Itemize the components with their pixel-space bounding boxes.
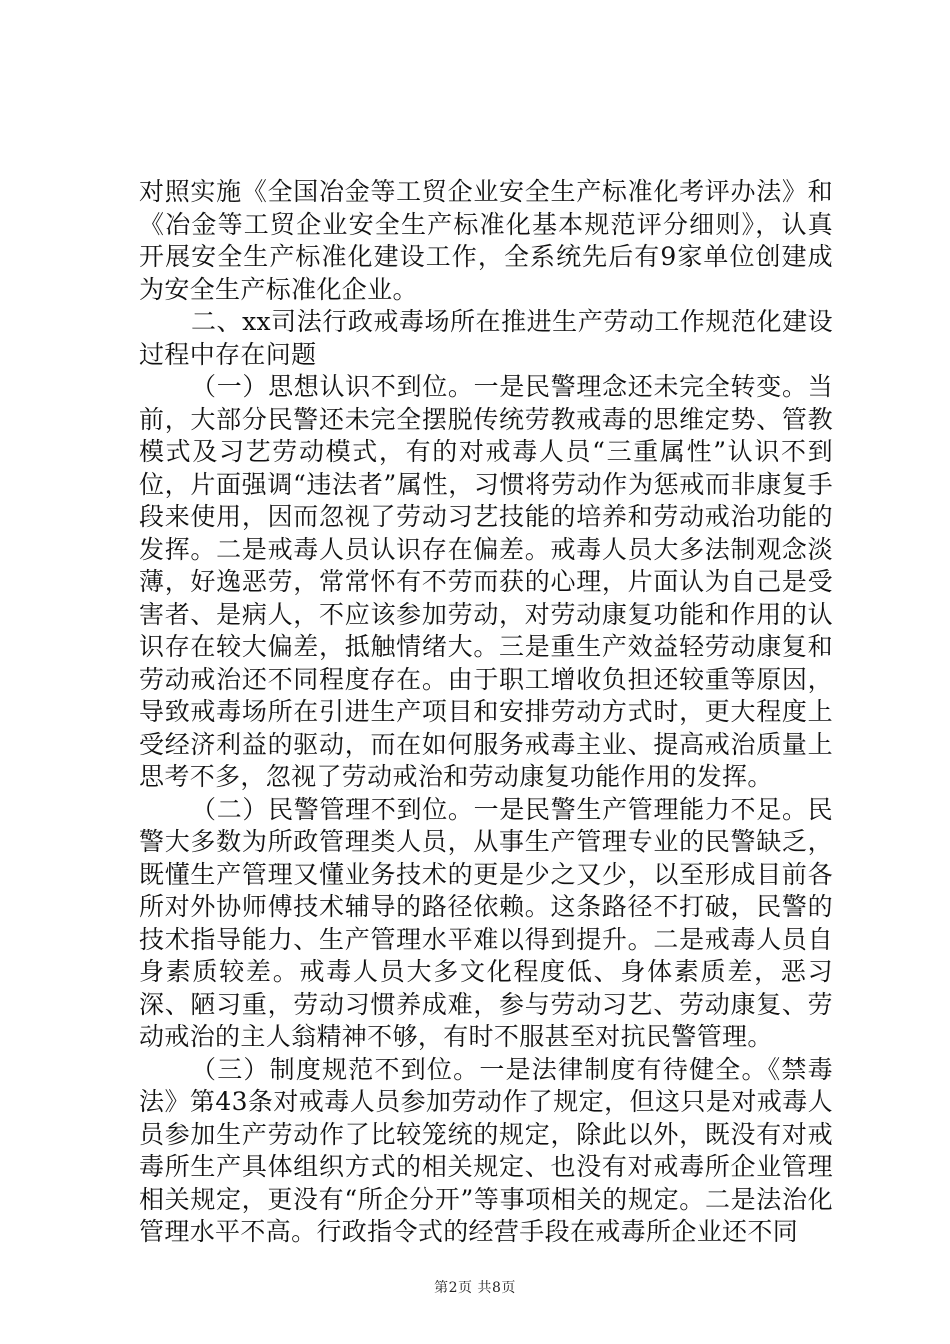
section-heading-2: 二、xx司法行政戒毒场所在推进生产劳动工作规范化建设过程中存在问题 (139, 307, 833, 369)
paragraph-system-regulation: （三）制度规范不到位。一是法律制度有待健全。《禁毒法》第43条对戒毒人员参加劳动作了规定，但这只是对戒毒人员参加生产劳动作了比较笼统的规定，除此以外，既没有对戒毒所生产具体组织方式的相关规定、也没有对戒毒所企业管理相关规定，更没有“所企分开”等事项相关的规定。二是法治化管理水平不高。行政指令式的经营手段在戒毒所企业还不同 (139, 1054, 833, 1246)
document-body (139, 176, 833, 1249)
page-footer: 第2页 共8页 (434, 1280, 516, 1296)
paragraph-police-management: （二）民警管理不到位。一是民警生产管理能力不足。民警大多数为所政管理类人员，从事生产管理专业的民警缺乏，既懂生产管理又懂业务技术的更是少之又少，以至形成目前各所对外协师傅技术辅导的路径依赖。这条路径不打破，民警的技术指导能力、生产管理水平难以得到提升。二是戒毒人员自身素质较差。戒毒人员大多文化程度低、身体素质差，恶习深、陋习重，劳动习惯养成难，参与劳动习艺、劳动康复、劳动戒治的主人翁精神不够，有时不服甚至对抗民警管理。 (139, 794, 833, 1051)
paragraph-thinking-awareness: （一）思想认识不到位。一是民警理念还未完全转变。当前，大部分民警还未完全摆脱传统劳教戒毒的思维定势、管教模式及习艺劳动模式，有的对戒毒人员“三重属性”认识不到位，片面强调“违法者”属性，习惯将劳动作为惩戒而非康复手段来使用，因而忽视了劳动习艺技能的培养和劳动戒治功能的发挥。二是戒毒人员认识存在偏差。戒毒人员大多法制观念淡薄，好逸恶劳，常常怀有不劳而获的心理，片面认为自己是受害者、是病人，不应该参加劳动，对劳动康复功能和作用的认识存在较大偏差，抵触情绪大。三是重生产效益轻劳动康复和劳动戒治还不同程度存在。由于职工增收负担还较重等原因，导致戒毒场所在引进生产项目和安排劳动方式时，更大程度上受经济利益的驱动，而在如何服务戒毒主业、提高戒治质量上思考不多，忽视了劳动戒治和劳动康复功能作用的发挥。 (139, 372, 833, 791)
paragraph-continuation: 对照实施《全国冶金等工贸企业安全生产标准化考评办法》和《冶金等工贸企业安全生产标准化基本规范评分细则》，认真开展安全生产标准化建设工作，全系统先后有9家单位创建成为安全生产标准化企业。 (139, 177, 833, 304)
